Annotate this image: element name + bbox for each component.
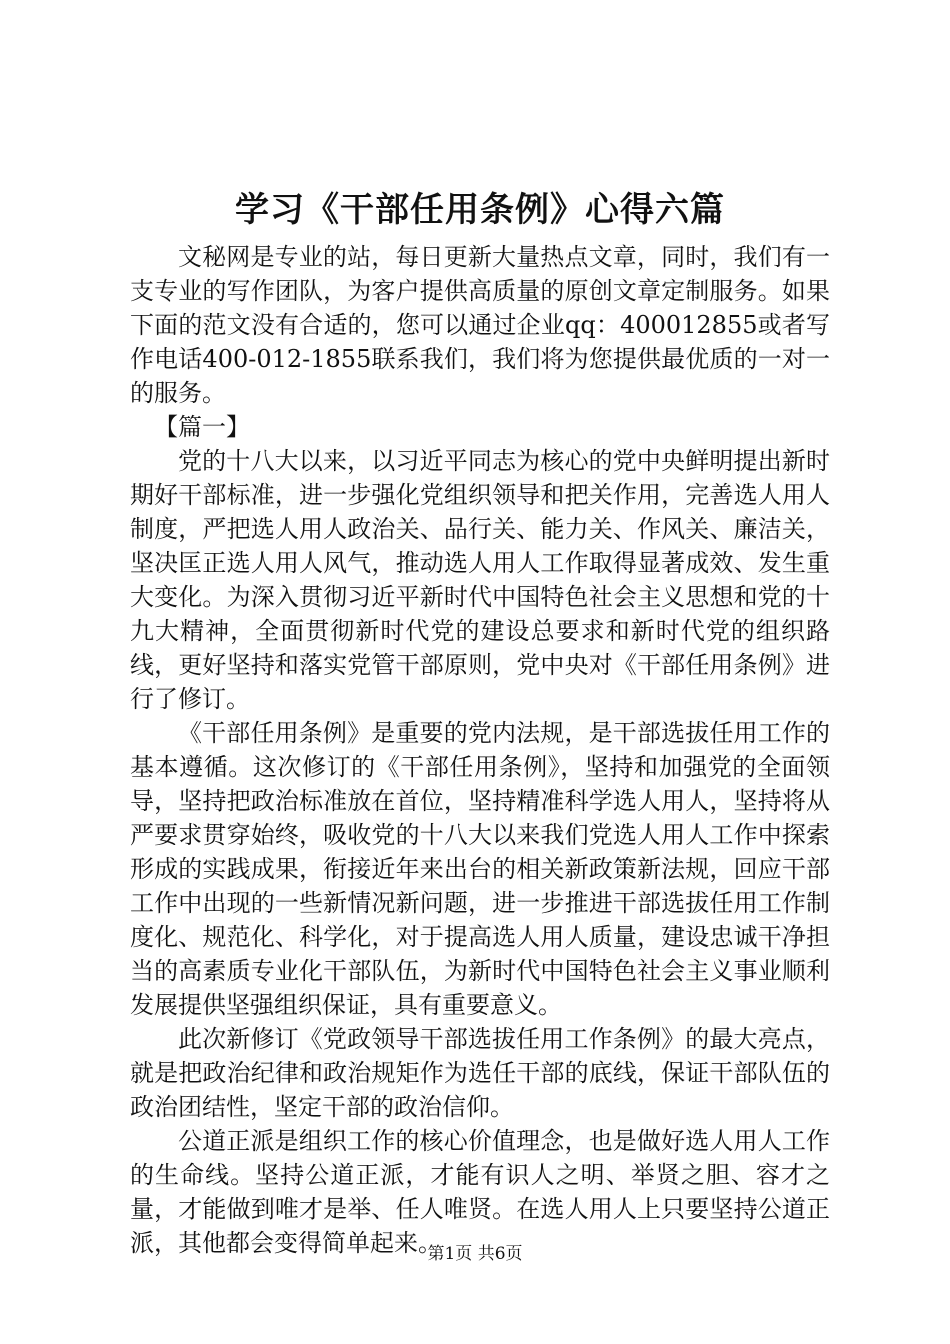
document-body	[130, 240, 830, 1260]
body-paragraph-2: 《干部任用条例》是重要的党内法规，是干部选拔任用工作的基本遵循。这次修订的《干部任用条例》，坚持和加强党的全面领导，坚持把政治标准放在首位，坚持精准科学选人用人，坚持将从严要求贯穿始终，吸收党的十八大以来我们党选人用人工作中探索形成的实践成果，衔接近年来出台的相关新政策新法规，回应干部工作中出现的一些新情况新问题，进一步推进干部选拔任用工作制度化、规范化、科学化，对于提高选人用人质量，建设忠诚干净担当的高素质专业化干部队伍，为新时代中国特色社会主义事业顺利发展提供坚强组织保证，具有重要意义。	[130, 719, 830, 1019]
document-title: 学习《干部任用条例》心得六篇	[235, 190, 725, 230]
body-paragraph-4: 公道正派是组织工作的核心价值理念，也是做好选人用人工作的生命线。坚持公道正派，才能有识人之明、举贤之胆、容才之量，才能做到唯才是举、任人唯贤。在选人用人上只要坚持公道正派，其他都会变得简单起来。	[130, 1127, 830, 1257]
body-paragraph-1: 党的十八大以来，以习近平同志为核心的党中央鲜明提出新时期好干部标准，进一步强化党组织领导和把关作用，完善选人用人制度，严把选人用人政治关、品行关、能力关、作风关、廉洁关，坚决匡正选人用人风气，推动选人用人工作取得显著成效、发生重大变化。为深入贯彻习近平新时代中国特色社会主义思想和党的十九大精神，全面贯彻新时代党的建设总要求和新时代党的组织路线，更好坚持和落实党管干部原则，党中央对《干部任用条例》进行了修订。	[130, 447, 830, 713]
body-paragraph-3: 此次新修订《党政领导干部选拔任用工作条例》的最大亮点，就是把政治纪律和政治规矩作为选任干部的底线，保证干部队伍的政治团结性，坚定干部的政治信仰。	[130, 1025, 830, 1121]
intro-paragraph: 文秘网是专业的站，每日更新大量热点文章，同时，我们有一支专业的写作团队，为客户提供高质量的原创文章定制服务。如果下面的范文没有合适的，您可以通过企业qq：400012855或者写作电话400-012-1855联系我们，我们将为您提供最优质的一对一的服务。	[130, 243, 830, 407]
page-footer: 第1页 共6页	[427, 1244, 523, 1264]
section-heading: 【篇一】	[154, 413, 250, 441]
